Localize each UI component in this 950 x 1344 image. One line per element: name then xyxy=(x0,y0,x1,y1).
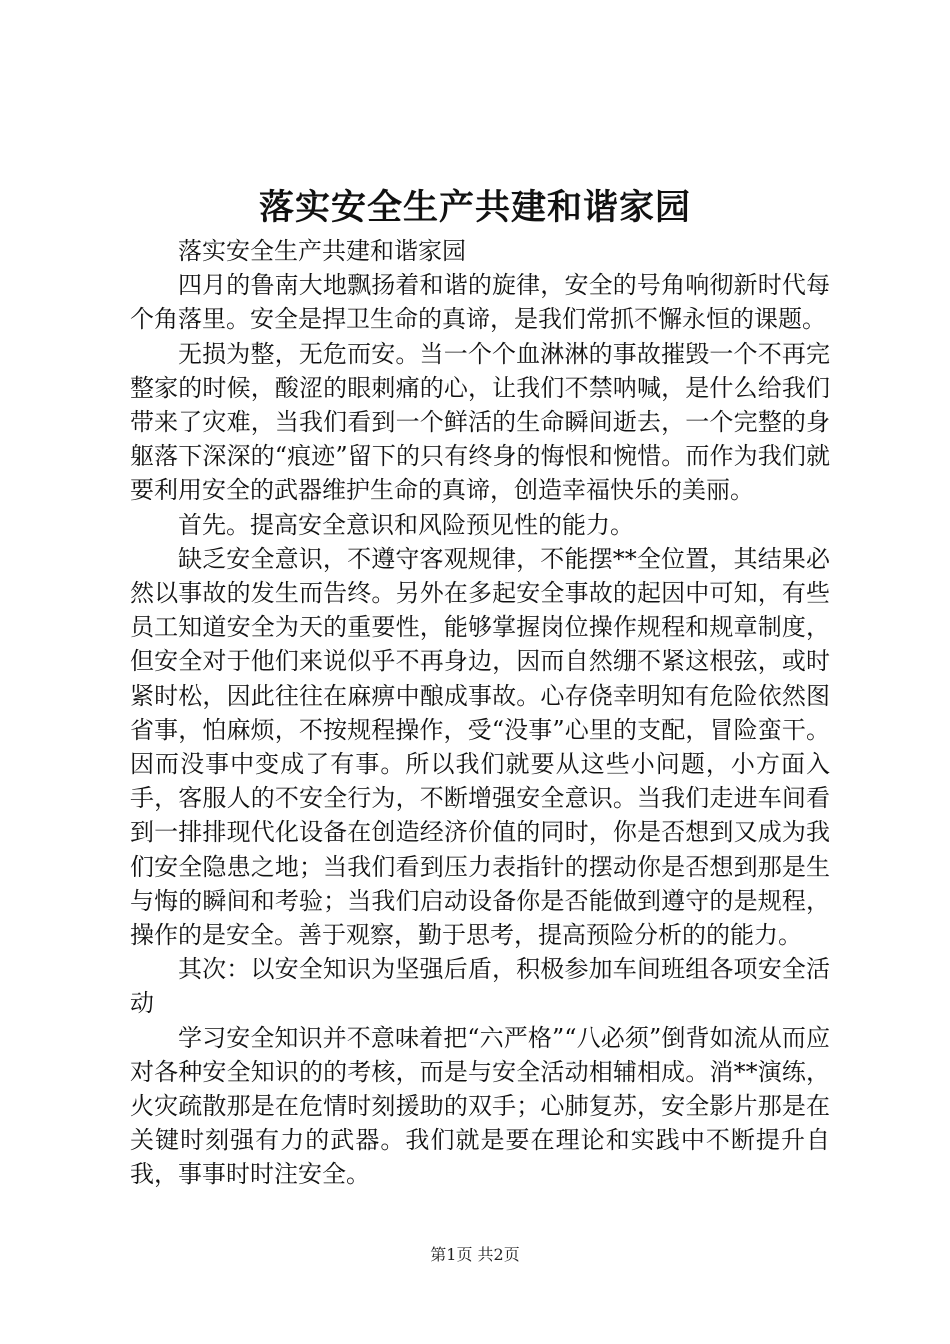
document-body xyxy=(130,234,830,1192)
paragraph-awareness: 缺乏安全意识，不遵守客观规律，不能摆**全位置，其结果必然以事故的发生而告终。另外在多起安全事故的起因中可知，有些员工知道安全为天的重要性，能够掌握岗位操作规程和规章制度，但安全对于他们来说似乎不再身边，因而自然绷不紧这根弦，或时紧时松，因此往往在麻痹中酿成事故。心存侥幸明知有危险依然图省事，怕麻烦，不按规程操作，受“没事”心里的支配，冒险蛮干。因而没事中变成了有事。所以我们就要从这些小问题，小方面入手，客服人的不安全行为，不断增强安全意识。当我们走进车间看到一排排现代化设备在创造经济价值的同时，你是否想到又成为我们安全隐患之地；当我们看到压力表指针的摆动你是否想到那是生与悔的瞬间和考验；当我们启动设备你是否能做到遵守的是规程，操作的是安全。善于观察，勤于思考，提高预险分析的的能力。 xyxy=(130,544,830,950)
paragraph-first-point: 首先。提高安全意识和风险预见性的能力。 xyxy=(178,510,634,539)
paragraph-intro: 四月的鲁南大地飘扬着和谐的旋律，安全的号角响彻新时代每个角落里。安全是捍卫生命的真谛，是我们常抓不懈永恒的课题。 xyxy=(130,271,830,334)
paragraph-knowledge: 学习安全知识并不意味着把“六严格”“八必须”倒背如流从而应对各种安全知识的的考核，而是与安全活动相辅相成。消**演练，火灾疏散那是在危情时刻援助的双手；心肺复苏，安全影片那是在关键时刻强有力的武器。我们就是要在理论和实践中不断提升自我，事事时时注安全。 xyxy=(130,1023,830,1189)
document-title: 落实安全生产共建和谐家园 xyxy=(258,187,691,228)
page-footer: 第1页 共2页 xyxy=(430,1245,520,1264)
paragraph-second-point: 其次：以安全知识为坚强后盾，积极参加车间班组各项安全活动 xyxy=(130,955,830,1018)
paragraph-accidents: 无损为整，无危而安。当一个个血淋淋的事故摧毁一个不再完整家的时候，酸涩的眼刺痛的心，让我们不禁呐喊，是什么给我们带来了灾难，当我们看到一个鲜活的生命瞬间逝去，一个完整的身躯落下深深的“痕迹”留下的只有终身的悔恨和惋惜。而作为我们就要利用安全的武器维护生命的真谛，创造幸福快乐的美丽。 xyxy=(130,339,830,505)
paragraph-subtitle: 落实安全生产共建和谐家园 xyxy=(178,237,466,265)
